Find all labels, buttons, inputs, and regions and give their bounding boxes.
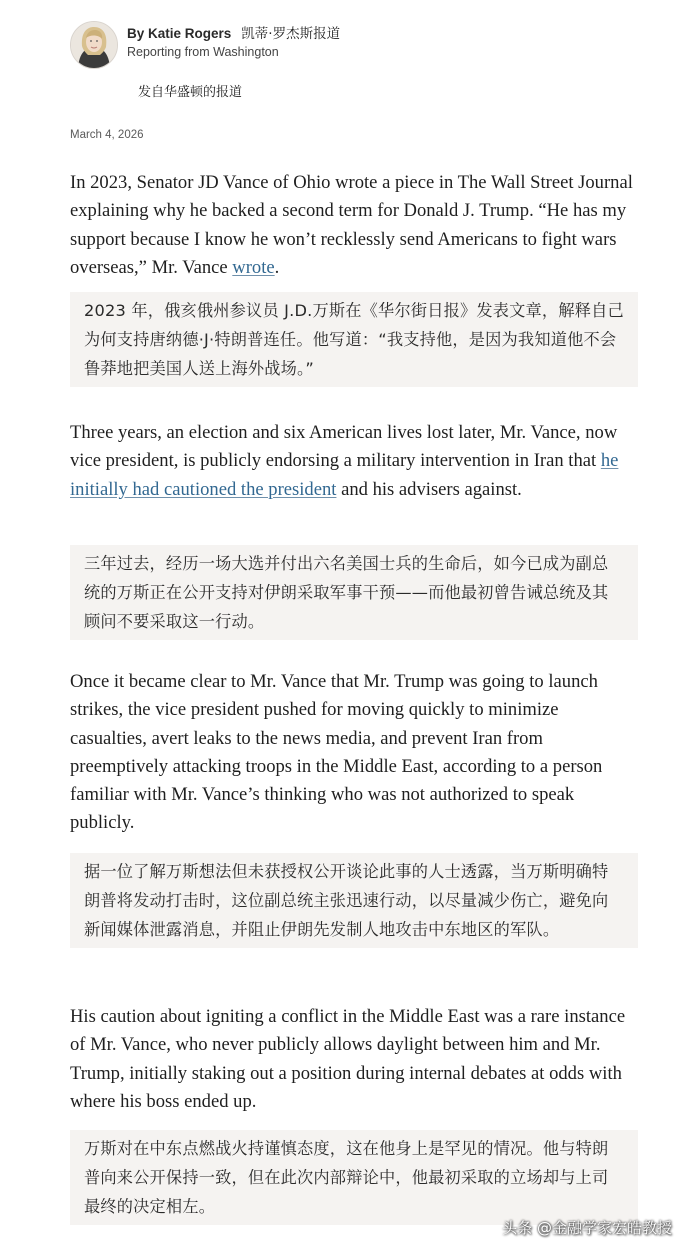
publish-date: March 4, 2026 [70, 129, 144, 141]
paragraph-zh-3: 据一位了解万斯想法但未获授权公开谈论此事的人士透露，当万斯明确特朗普将发动打击时，这位副总统主张迅速行动，以尽量减少伤亡，避免向新闻媒体泄露消息，并阻止伊朗先发制人地攻击中东地区的军队。 [70, 853, 638, 948]
byline [70, 18, 630, 74]
paragraph-en-1 [70, 169, 640, 282]
source-watermark: 头条 @金融学家宏皓教授 [502, 1219, 672, 1237]
paragraph-text: In 2023, Senator JD Vance of Ohio wrote a piece in The Wall Street Journal explaining why he backed a second term for Donald J. Trump. “He has my support because I know he won’t recklessly send Americans to fight wars overseas,” Mr. Vance [70, 172, 633, 278]
paragraph-text-end: and his advisers against. [336, 478, 522, 500]
paragraph-en-4: His caution about igniting a conflict in the Middle East was a rare instance of Mr. Vance, who never publicly allows daylight between him and Mr. Trump, initially staking out a position during internal debates at odds with where his boss ended up. [70, 1006, 626, 1112]
paragraph-en-3: Once it became clear to Mr. Vance that Mr. Trump was going to launch strikes, the vice president pushed for moving quickly to minimize casualties, avert leaks to the news media, and prevent Iran from preemptively attacking troops in the Middle East, according to a person familiar with Mr. Vance’s thinking who was not authorized to speak publicly. [70, 671, 603, 834]
author-avatar[interactable] [70, 21, 118, 69]
author-role-zh: 发自华盛顿的报道 [138, 85, 243, 100]
author-role: Reporting from Washington [127, 45, 279, 59]
paragraph-zh-4: 万斯对在中东点燃战火持谨慎态度，这在他身上是罕见的情况。他与特朗普向来公开保持一致，但在此次内部辩论中，他最初采取的立场却与上司最终的决定相左。 [70, 1130, 638, 1225]
author-name-line [127, 22, 340, 42]
author-portrait-icon [71, 22, 117, 68]
author-name[interactable]: By Katie Rogers [127, 26, 232, 41]
author-name-zh: 凯蒂·罗杰斯报道 [241, 26, 341, 42]
paragraph-text-end: . [274, 256, 280, 278]
paragraph-zh-1: 2023 年，俄亥俄州参议员 J.D.万斯在《华尔街日报》发表文章，解释自己为何支持唐纳德·J·特朗普连任。他写道：“我支持他，是因为我知道他不会鲁莽地把美国人送上海外战场。” [70, 292, 638, 387]
article-link-wrote[interactable]: wrote [232, 256, 275, 278]
paragraph-en-2 [70, 419, 640, 504]
paragraph-text: Three years, an election and six American lives lost later, Mr. Vance, now vice president, is publicly endorsing a military intervention in Iran that [70, 422, 618, 472]
article-link-cautioned[interactable]: he initially had cautioned the president [70, 450, 619, 500]
paragraph-zh-2: 三年过去，经历一场大选并付出六名美国士兵的生命后，如今已成为副总统的万斯正在公开支持对伊朗采取军事干预——而他最初曾告诫总统及其顾问不要采取这一行动。 [70, 545, 638, 640]
